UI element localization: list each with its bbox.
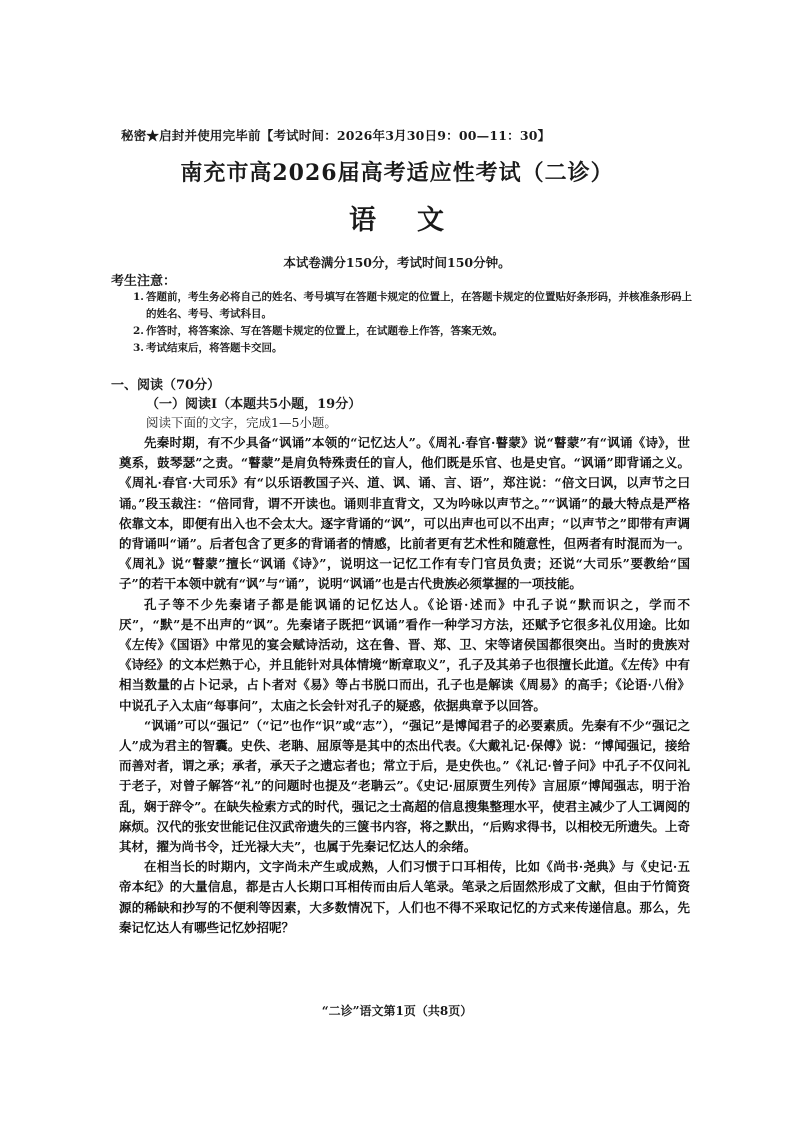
notice-item-text: 考试结束后，将答题卡交回。: [146, 342, 283, 354]
section-heading: 一、阅读（70分）: [111, 378, 221, 393]
reading-instruction: 阅读下面的文字，完成1—5小题。: [146, 415, 337, 430]
notice-list: [133, 289, 693, 357]
notice-item-number: 3.: [133, 342, 144, 354]
exam-title: 南充市高2026届高考适应性考试（二诊）: [180, 160, 614, 186]
passage-paragraph: “讽诵”可以“强记”（“记”也作“识”或“志”），“强记”是博闻君子的必要素质。先秦有不少“强记之人”成为君主的智囊。史佚、老聃、屈原等是其中的杰出代表。《大戴礼记·保傅》说：“博闻强记，接给而善对者，谓之承；承者，承天子之遗忘者也；常立于后，是史佚也。”《礼记·曾子问》中孔子不仅问礼于老子，对曾子解答“礼”的问题时也提及“老聃云”。《史记·屈原贾生列传》言屈原“博闻强志，明于治乱，娴于辞令”。在缺失检索方式的时代，强记之士高超的信息搜集整理水平，使君主减少了人工调阅的麻烦。汉代的张安世能记住汉武帝遗失的三箧书内容，将之默出，“后购求得书，以相校无所遗失。上奇其材，擢为尚书令，迁光禄大夫”，也属于先秦记忆达人的余绪。: [119, 717, 690, 855]
subject-title: [0, 198, 794, 237]
subject-char-1: 语: [349, 205, 377, 236]
notice-item-number: 2.: [133, 325, 144, 337]
confidential-notice: 秘密★启封并使用完毕前【考试时间：2026年3月30日9：00—11：30】: [121, 128, 551, 143]
subject-char-2: 文: [417, 205, 445, 236]
notice-item-text: 答题前，考生务必将自己的姓名、考号填写在答题卡规定的位置上，在答题卡规定的位置贴好条形码，并核准条形码上的姓名、考号、考试科目。: [146, 291, 692, 320]
notice-item-text: 作答时，将答案涂、写在答题卡规定的位置上，在试题卷上作答，答案无效。: [146, 325, 503, 337]
page-footer: “二诊”语文第1页（共8页）: [321, 1004, 473, 1018]
notice-item: [133, 340, 693, 357]
part-heading: （一）阅读I（本题共5小题，19分）: [146, 397, 362, 412]
notice-item: [133, 323, 693, 340]
exam-info: 本试卷满分150分，考试时间150分钟。: [283, 255, 511, 270]
notice-heading: 考生注意：: [111, 274, 177, 289]
notice-item: [133, 289, 693, 323]
reading-passage: [119, 433, 690, 938]
notice-item-number: 1.: [133, 291, 144, 303]
passage-paragraph: 在相当长的时期内，文字尚未产生或成熟，人们习惯于口耳相传，比如《尚书·尧典》与《史记·五帝本纪》的大量信息，都是古人长期口耳相传而由后人笔录。笔录之后固然形成了文献，但由于竹简资源的稀缺和抄写的不便利等因素，大多数情况下，人们也不得不采取记忆的方式来传递信息。那么，先秦记忆达人有哪些记忆妙招呢？: [119, 859, 690, 935]
passage-paragraph: 孔子等不少先秦诸子都是能讽诵的记忆达人。《论语·述而》中孔子说“默而识之，学而不厌”，“默”是不出声的“讽”。先秦诸子既把“讽诵”看作一种学习方法，还赋予它很多礼仪用途。比如《左传》《国语》中常见的宴会赋诗活动，这在鲁、晋、郑、卫、宋等诸侯国都很突出。当时的贵族对《诗经》的文本烂熟于心，并且能针对具体情境“断章取义”，孔子及其弟子也很擅长此道。《左传》中有相当数量的占卜记录，占卜者对《易》等占书脱口而出，孔子也是解读《周易》的高手；《论语·八佾》中说孔子入太庙“每事问”，太庙之长会针对孔子的疑惑，依据典章予以回答。: [119, 596, 690, 713]
passage-paragraph: 先秦时期，有不少具备“讽诵”本领的“记忆达人”。《周礼·春官·瞽蒙》说“瞽蒙”有“讽诵《诗》，世奠系，鼓琴瑟”之责。“瞽蒙”是肩负特殊责任的盲人，他们既是乐官、也是史官。“讽诵”即背诵之义。《周礼·春官·大司乐》有“以乐语教国子兴、道、讽、诵、言、语”，郑注说：“倍文曰讽，以声节之曰诵。”段玉裁注：“倍同背，谓不开读也。诵则非直背文，又为吟咏以声节之。”“讽诵”的最大特点是严格依靠文本，即便有出入也不会太大。逐字背诵的“讽”，可以出声也可以不出声；“以声节之”即带有声调的背诵叫“诵”。后者包含了更多的背诵者的情感，比前者更有艺术性和随意性，但两者有时混而为一。《周礼》说“瞽蒙”擅长“讽诵《诗》”，说明这一记忆工作有专门官员负责；还说“大司乐”要教给“国子”的若干本领中就有“讽”与“诵”，说明“讽诵”也是古代贵族必须掌握的一项技能。: [119, 435, 690, 592]
